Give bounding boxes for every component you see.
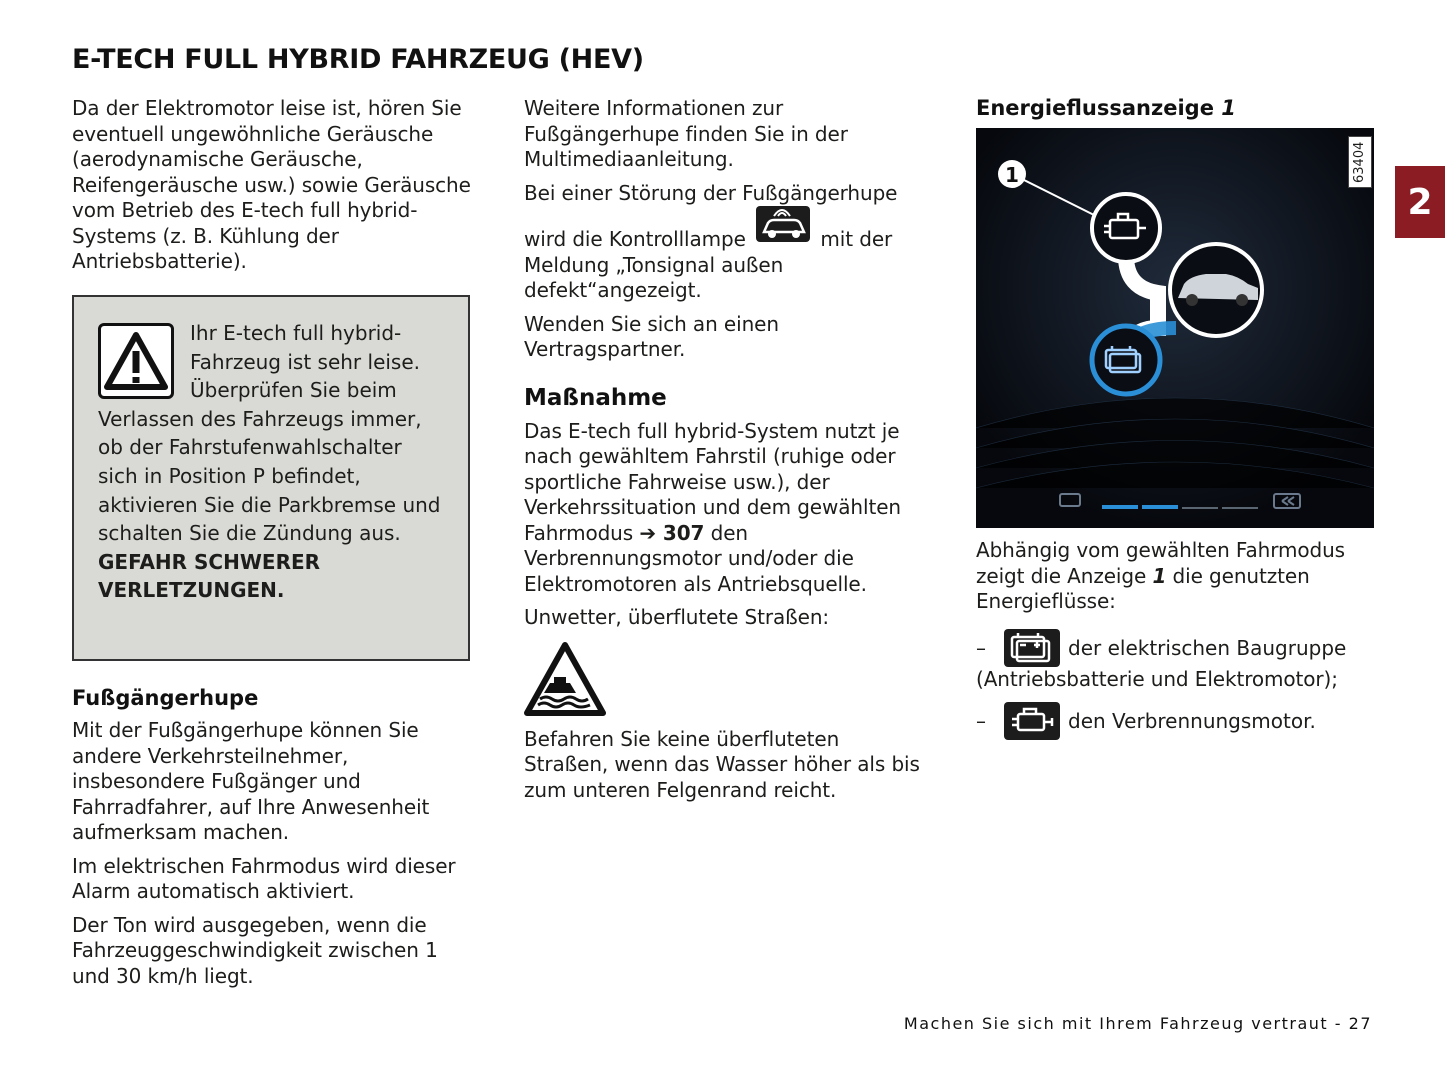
energy-flow-display-image xyxy=(976,128,1374,528)
image-code-text: 63404 xyxy=(1352,141,1367,183)
text: den Verbrennungsmotor. xyxy=(1068,709,1316,733)
paragraph: Im elektrischen Fahrmodus wird dieser Alarm automatisch aktiviert. xyxy=(72,853,456,903)
page-title: E-TECH FULL HYBRID FAHRZEUG (HEV) xyxy=(72,44,644,75)
paragraph xyxy=(524,181,924,304)
warning-box xyxy=(72,295,470,661)
text: Das E-tech full hybrid-System nutzt je nach gewähltem Fahrstil (ruhige oder sportliche Fahrweise usw.), der Verkehrssituation und dem gewählten Fahrmodus xyxy=(524,418,901,545)
callout-label: 1 xyxy=(1005,163,1019,187)
list-item xyxy=(976,629,1376,667)
paragraph: Der Ton wird ausgegeben, wenn die Fahrzeuggeschwindigkeit zwischen 1 und 30 km/h liegt. xyxy=(72,912,438,988)
paragraph: Wenden Sie sich an einen Vertragspartner. xyxy=(524,311,779,361)
column-right xyxy=(976,96,1376,740)
section-heading-massnahme: Maßnahme xyxy=(524,384,667,411)
battery-icon xyxy=(1004,629,1060,667)
page-reference: ➔ 307 xyxy=(639,520,705,545)
heading-number: 1 xyxy=(1221,96,1236,120)
dash: – xyxy=(976,635,986,660)
list-item xyxy=(976,702,1376,740)
text: Abhängig vom gewählten Fahrmodus zeigt die Anzeige xyxy=(976,538,1346,588)
paragraph xyxy=(976,538,1376,615)
paragraph: (Antriebsbatterie und Elektromotor); xyxy=(976,666,1338,691)
warning-text: Ihr E-tech full hybrid-Fahrzeug ist sehr leise. Überprüfen Sie beim Verlassen des Fahrzeugs immer, ob der Fahrstufenwahlschalter sich in Position P befindet, aktivieren Sie die Parkbremse und schalten Sie die Zündung aus. xyxy=(98,321,441,546)
paragraph: Unwetter, überflutete Straßen: xyxy=(524,605,830,629)
text: den Verbrennungsmotor und/oder die Elektromotoren als Antriebsquelle. xyxy=(524,520,867,596)
flooded-road-icon xyxy=(524,641,606,717)
column-middle xyxy=(524,96,924,803)
energy-list xyxy=(976,629,1376,741)
danger-label: GEFAHR SCHWERER VERLETZUNGEN. xyxy=(98,549,321,603)
warning-triangle-icon xyxy=(98,323,174,399)
page-footer: Machen Sie sich mit Ihrem Fahrzeug vertraut - 27 xyxy=(903,1014,1372,1033)
paragraph: Weitere Informationen zur Fußgängerhupe finden Sie in der Multimediaanleitung. xyxy=(524,96,848,171)
ref-number: 1 xyxy=(1152,563,1167,588)
text: der elektrischen Baugruppe xyxy=(1068,635,1347,660)
intro-paragraph: Da der Elektromotor leise ist, hören Sie eventuell ungewöhnliche Geräusche (aerodynamische Geräusche, Reifengeräusche usw.) sowie Geräusche vom Betrieb des E-tech full hybrid-Systems (z. B. Kühlung der Antriebsbatterie). xyxy=(72,96,471,273)
text: die genutzten Energieflüsse: xyxy=(976,563,1310,613)
chapter-tab: 2 xyxy=(1395,166,1445,238)
dash: – xyxy=(976,709,986,733)
pedestrian-horn-section xyxy=(72,686,472,989)
text: Bei einer Störung der Fußgängerhupe wird die Kontrolllampe xyxy=(524,180,898,251)
heading-text: Energieflussanzeige xyxy=(976,96,1214,120)
pedestrian-horn-warning-icon xyxy=(756,206,810,242)
paragraph: Mit der Fußgängerhupe können Sie andere Verkehrsteilnehmer, insbesondere Fußgänger und Fahrradfahrer, auf Ihre Anwesenheit aufmerksam machen. xyxy=(72,718,430,844)
paragraph: Befahren Sie keine überfluteten Straßen, wenn das Wasser höher als bis zum unteren Felgenrand reicht. xyxy=(524,726,920,802)
image-code-label xyxy=(1348,136,1372,188)
engine-icon xyxy=(1004,702,1060,740)
column-left xyxy=(72,96,472,275)
section-heading-fussgaengerhupe: Fußgängerhupe xyxy=(72,686,259,710)
paragraph xyxy=(524,419,924,598)
section-heading-energieflussanzeige xyxy=(976,96,1376,120)
text: mit der Meldung „Tonsignal außen defekt“angezeigt. xyxy=(524,227,893,302)
